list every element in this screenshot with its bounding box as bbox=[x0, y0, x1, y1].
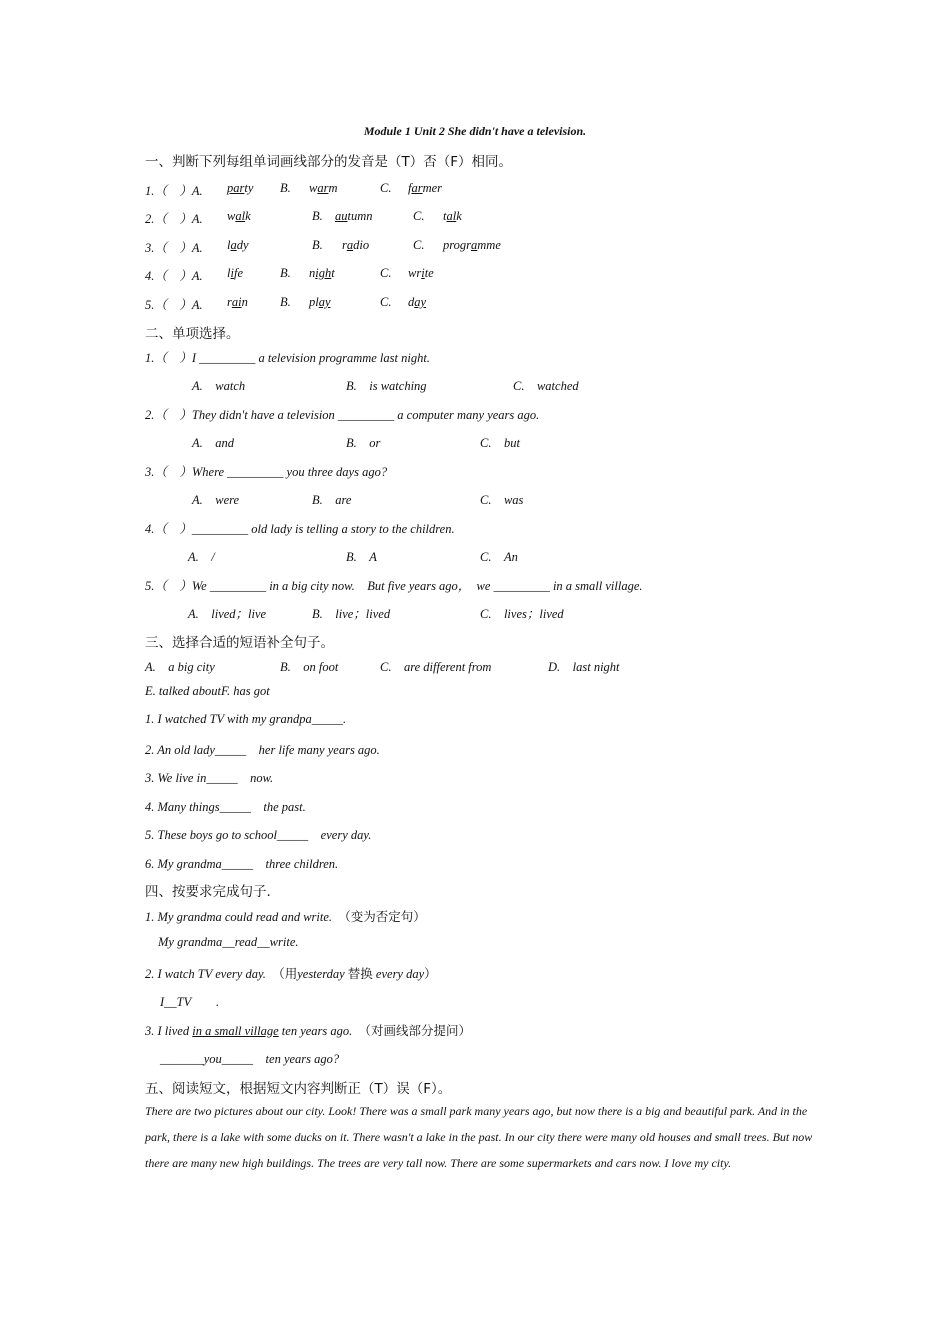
s1-word-a: lady bbox=[227, 238, 249, 252]
s1-item-number: 1.（ ）A. bbox=[145, 184, 203, 198]
s3-option-d: D. last night bbox=[548, 660, 620, 674]
s3-option-c: C. are different from bbox=[380, 660, 492, 674]
s4-answer-3: _______you_____ ten years ago? bbox=[160, 1052, 340, 1066]
s2-q3-option-b: B. are bbox=[312, 493, 352, 507]
s1-item-number: 4.（ ）A. bbox=[145, 269, 203, 283]
s1-word-c: talk bbox=[443, 209, 462, 223]
s2-question-2: 2.（ ）They didn't have a television _________ a computer many years ago. bbox=[145, 408, 540, 422]
s2-question-3: 3.（ ）Where _________ you three days ago? bbox=[145, 465, 388, 479]
s3-option-a: A. a big city bbox=[145, 660, 215, 674]
s3-option-b: B. on foot bbox=[280, 660, 339, 674]
s1-word-c: day bbox=[408, 295, 427, 309]
s1-word-b: warm bbox=[309, 181, 338, 195]
section-3-heading: 三、选择合适的短语补全句子。 bbox=[145, 635, 334, 651]
s2-q2-option-c: C. but bbox=[480, 436, 520, 450]
s1-word-a: party bbox=[227, 181, 254, 195]
s1-word-b: autumn bbox=[335, 209, 373, 223]
s2-question-1: 1.（ ）I _________ a television programme last night. bbox=[145, 351, 430, 365]
s2-q5-option-c: C. lives；lived bbox=[480, 607, 564, 621]
s1-label-c: C. bbox=[413, 238, 425, 252]
s1-word-b: radio bbox=[342, 238, 370, 252]
s1-label-c: C. bbox=[380, 181, 392, 195]
s2-q2-option-b: B. or bbox=[346, 436, 381, 450]
s4-question-2: 2. I watch TV every day. （用yesterday 替换 every day） bbox=[145, 966, 437, 981]
s1-word-c: programme bbox=[443, 238, 501, 252]
s3-sentence-6: 6. My grandma_____ three children. bbox=[145, 857, 339, 871]
s1-label-b: B. bbox=[312, 209, 323, 223]
s1-word-a: life bbox=[227, 266, 243, 280]
s2-q4-option-c: C. An bbox=[480, 550, 518, 564]
section-2-heading: 二、单项选择。 bbox=[145, 326, 240, 342]
s1-label-b: B. bbox=[280, 295, 291, 309]
s1-label-c: C. bbox=[380, 266, 392, 280]
s1-label-b: B. bbox=[312, 238, 323, 252]
s2-q3-option-c: C. was bbox=[480, 493, 524, 507]
s2-q2-option-a: A. and bbox=[192, 436, 235, 450]
reading-passage: There are two pictures about our city. Look! There was a small park many years ago, but now there is a big and beautiful park. And in the park, there is a lake with some ducks on it. There wasn't a lake in the past. In our city there were many old houses and small trees. But now there are many new high buildings. The trees are very tall now. There are some supermarkets and cars now. I love my city. bbox=[145, 1104, 813, 1170]
s2-q1-option-b: B. is watching bbox=[346, 379, 427, 393]
section-1-heading: 一、判断下列每组单词画线部分的发音是（T）否（F）相同。 bbox=[145, 154, 513, 170]
s1-label-c: C. bbox=[413, 209, 425, 223]
s2-question-4: 4.（ ）_________ old lady is telling a story to the children. bbox=[145, 522, 455, 536]
s2-q1-option-c: C. watched bbox=[513, 379, 579, 393]
s3-sentence-1: 1. I watched TV with my grandpa_____. bbox=[145, 712, 347, 726]
s3-sentence-2: 2. An old lady_____ her life many years ago. bbox=[145, 743, 380, 757]
s4-question-3: 3. I lived in a small village ten years ago. （对画线部分提问） bbox=[145, 1023, 472, 1038]
s2-q4-option-b: B. A bbox=[346, 550, 377, 564]
s3-sentence-5: 5. These boys go to school_____ every day. bbox=[145, 828, 372, 842]
s1-label-c: C. bbox=[380, 295, 392, 309]
s1-item-number: 5.（ ）A. bbox=[145, 298, 203, 312]
s1-label-b: B. bbox=[280, 266, 291, 280]
s1-item-number: 2.（ ）A. bbox=[145, 212, 203, 226]
s3-options-row-2: E. talked aboutF. has got bbox=[145, 684, 270, 698]
section-4-heading: 四、按要求完成句子. bbox=[145, 884, 271, 900]
s2-q5-option-b: B. live；lived bbox=[312, 607, 391, 621]
s1-word-c: farmer bbox=[408, 181, 443, 195]
s1-word-c: write bbox=[408, 266, 434, 280]
page-title: Module 1 Unit 2 She didn't have a television. bbox=[363, 124, 587, 138]
s1-label-b: B. bbox=[280, 181, 291, 195]
s1-word-a: rain bbox=[227, 295, 248, 309]
s2-q5-option-a: A. lived；live bbox=[188, 607, 267, 621]
s4-question-1: 1. My grandma could read and write. （变为否定句） bbox=[145, 909, 426, 924]
s4-answer-1: My grandma__read__write. bbox=[158, 935, 299, 949]
s1-word-b: night bbox=[309, 266, 335, 280]
s2-q3-option-a: A. were bbox=[192, 493, 240, 507]
s1-word-b: play bbox=[309, 295, 331, 309]
section-5-heading: 五、阅读短文，根据短文内容判断正（T）误（F）。 bbox=[145, 1081, 452, 1097]
s2-q1-option-a: A. watch bbox=[192, 379, 246, 393]
s1-item-number: 3.（ ）A. bbox=[145, 241, 203, 255]
s4-answer-2: I__TV . bbox=[160, 995, 220, 1009]
s2-q4-option-a: A. / bbox=[188, 550, 215, 564]
s3-sentence-3: 3. We live in_____ now. bbox=[145, 771, 274, 785]
s2-question-5: 5.（ ）We _________ in a big city now. But five years ago， we _________ in a small village. bbox=[145, 579, 643, 593]
s1-word-a: walk bbox=[227, 209, 251, 223]
s3-sentence-4: 4. Many things_____ the past. bbox=[145, 800, 306, 814]
